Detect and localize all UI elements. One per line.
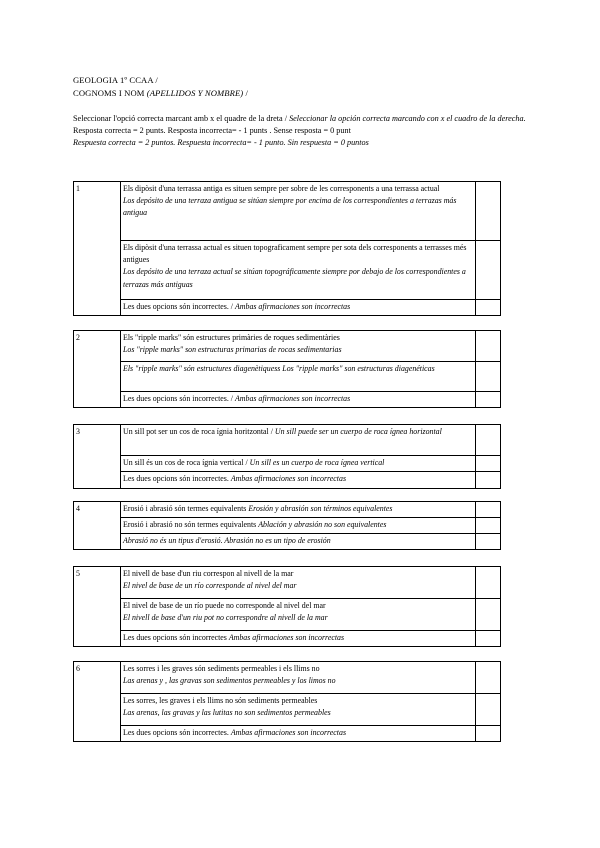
- option-text-es: Las arenas, las gravas y las lutitas no son sedimentos permeables: [123, 708, 331, 718]
- option-3c: [121, 472, 476, 489]
- scoring-ca: Resposta correcta = 2 punts. Resposta incorrecta= - 1 punts . Sense resposta = 0 punt: [73, 125, 351, 135]
- option-text-ca: Les dues opcions són incorrectes.: [123, 728, 231, 737]
- answer-box-1c[interactable]: [476, 300, 501, 316]
- option-4b: [121, 518, 476, 534]
- option-text-es: Erosión y abrasión son términos equivalentes: [248, 504, 393, 513]
- answer-box-4c[interactable]: [476, 534, 501, 550]
- answer-box-1b[interactable]: [476, 241, 501, 300]
- option-text-ca: Erosió i abrasió no són termes equivalents: [123, 520, 259, 529]
- answer-box-6c[interactable]: [476, 726, 501, 742]
- option-1b: [121, 241, 476, 300]
- option-text-es: Ambas afirmaciones son incorrectas: [228, 633, 345, 642]
- answer-box-6b[interactable]: [476, 694, 501, 726]
- option-text-ca: Els "ripple marks" són estructures primàries de roques sedimentàries: [123, 333, 340, 342]
- option-text-es: Los depósito de una terraza antigua se sitúan siempre por encima de los correspondientes a terrazas más antigua: [123, 196, 457, 218]
- question-number: 3: [74, 425, 121, 489]
- option-3b: [121, 456, 476, 472]
- select-instruction: [73, 113, 533, 125]
- question-row: [74, 456, 501, 472]
- option-text-ca: Les dues opcions són incorrectes. /: [123, 394, 235, 403]
- option-5b: [121, 599, 476, 631]
- option-text-es: Los "ripple marks" son estructuras primarias de rocas sedimentarias: [123, 345, 342, 355]
- question-number: 5: [74, 567, 121, 647]
- option-text-ca: Un sill pot ser un cos de roca ígnia horitzontal /: [123, 427, 275, 436]
- course-header: GEOLOGIA 1º CCAA /: [73, 75, 158, 85]
- option-text-ca: El nivell de base d'un riu correspon al nivell de la mar: [123, 569, 294, 578]
- option-5a: [121, 567, 476, 599]
- question-1-table: [73, 181, 501, 316]
- answer-box-6a[interactable]: [476, 662, 501, 694]
- option-2a: [121, 331, 476, 362]
- instructions: [73, 113, 533, 148]
- question-row: [74, 502, 501, 518]
- option-6b: [121, 694, 476, 726]
- name-line: [73, 88, 248, 99]
- option-3a: [121, 425, 476, 456]
- option-text-es: El nivel de base de un río corresponde al nivel del mar: [123, 581, 297, 591]
- option-2c: [121, 392, 476, 408]
- question-5-table: [73, 566, 501, 647]
- option-text-ca: Les sorres i les graves són sediments permeables i els llims no: [123, 664, 320, 673]
- select-instruction-es: Seleccionar la opción correcta marcando con x el cuadro de la derecha.: [289, 114, 526, 123]
- option-6c: [121, 726, 476, 742]
- question-row: [74, 518, 501, 534]
- answer-box-3c[interactable]: [476, 472, 501, 489]
- option-text-ca: Erosió i abrasió són termes equivalents: [123, 504, 249, 513]
- option-5c: [121, 631, 476, 647]
- answer-box-5a[interactable]: [476, 567, 501, 599]
- option-text-es: Ambas afirmaciones son incorrectas: [234, 394, 351, 403]
- option-text-ca: Les dues opcions són incorrectes.: [123, 474, 231, 483]
- option-text-es: Los depósito de una terraza actual se sitúan topográficamente siempre por debajo de los correspondientes a terrazas más antiguas: [123, 267, 466, 289]
- name-label-es: (APELLIDOS Y NOMBRE): [146, 88, 244, 98]
- option-text-ca: Els dipòsit d'una terrassa actual es situen topograficament sempre per sota dels corresponents a terrasses més antigues: [123, 243, 467, 265]
- question-row: [74, 182, 501, 241]
- question-row: [74, 362, 501, 392]
- question-4-table: [73, 501, 501, 550]
- option-text-es: Ambas afirmaciones son incorrectas: [234, 302, 351, 311]
- option-6a: [121, 662, 476, 694]
- option-4a: [121, 502, 476, 518]
- option-text-es: Un sill puede ser un cuerpo de roca ígnea horizontal: [274, 427, 442, 436]
- option-2b: [121, 362, 476, 392]
- option-text-es: Els "ripple marks" són estructures diagenètiquess Los "ripple marks" son estructuras diagenéticas: [123, 364, 435, 373]
- scoring-es: Respuesta correcta = 2 puntos. Respuesta incorrecta= - 1 punto. Sin respuesta = 0 puntos: [73, 137, 369, 147]
- question-row: [74, 662, 501, 694]
- question-row: [74, 534, 501, 550]
- answer-box-2c[interactable]: [476, 392, 501, 408]
- option-1a: [121, 182, 476, 241]
- question-row: [74, 425, 501, 456]
- answer-box-5b[interactable]: [476, 599, 501, 631]
- question-row: [74, 567, 501, 599]
- option-4c: [121, 534, 476, 550]
- option-text-ca: Un sill és un cos de roca ígnia vertical /: [123, 458, 250, 467]
- question-row: [74, 241, 501, 300]
- option-text-es: Las arenas y , las gravas son sedimentos permeables y los limos no: [123, 676, 336, 686]
- question-row: [74, 694, 501, 726]
- option-text-es: Ambas afirmaciones son incorrectas: [230, 728, 347, 737]
- answer-box-2a[interactable]: [476, 331, 501, 362]
- question-number: 6: [74, 662, 121, 742]
- question-number: 1: [74, 182, 121, 316]
- answer-box-3a[interactable]: [476, 425, 501, 456]
- option-text-ca: Els dipòsit d'una terrassa antiga es situen sempre per sobre de les corresponents a una terrassa actual: [123, 184, 440, 193]
- question-row: [74, 472, 501, 489]
- option-text-es: El nivell de base d'un riu pot no correspondre al nivell de la mar: [123, 613, 328, 623]
- name-label: COGNOMS I NOM: [73, 88, 147, 98]
- answer-box-4a[interactable]: [476, 502, 501, 518]
- question-6-table: [73, 661, 501, 742]
- option-text-ca: Les dues opcions són incorrectes: [123, 633, 229, 642]
- question-number: 4: [74, 502, 121, 550]
- option-text-ca: Les dues opcions són incorrectes. /: [123, 302, 235, 311]
- option-text-es: Ambas afirmaciones son incorrectas: [230, 474, 347, 483]
- answer-box-3b[interactable]: [476, 456, 501, 472]
- option-text-ca: Les sorres, les graves i els llims no són sediments permeables: [123, 696, 318, 705]
- select-instruction-ca: Seleccionar l'opció correcta marcant amb x el quadre de la dreta /: [73, 114, 288, 123]
- question-row: [74, 300, 501, 316]
- answer-box-5c[interactable]: [476, 631, 501, 647]
- question-row: [74, 599, 501, 631]
- option-text-es: Abrasió no és un tipus d'erosió. Abrasión no es un tipo de erosión: [123, 536, 331, 545]
- answer-box-1a[interactable]: [476, 182, 501, 241]
- question-row: [74, 631, 501, 647]
- option-1c: [121, 300, 476, 316]
- question-row: [74, 331, 501, 362]
- question-2-table: [73, 330, 501, 408]
- question-3-table: [73, 424, 501, 489]
- option-text-es: Ablación y abrasión no son equivalentes: [258, 520, 387, 529]
- question-row: [74, 392, 501, 408]
- option-text-ca: El nivel de base de un río puede no corresponde al nivel del mar: [123, 601, 326, 610]
- question-row: [74, 726, 501, 742]
- option-text-es: Un sill es un cuerpo de roca ígnea vertical: [249, 458, 385, 467]
- answer-box-4b[interactable]: [476, 518, 501, 534]
- answer-box-2b[interactable]: [476, 362, 501, 392]
- name-label-sep: /: [243, 88, 249, 98]
- question-number: 2: [74, 331, 121, 408]
